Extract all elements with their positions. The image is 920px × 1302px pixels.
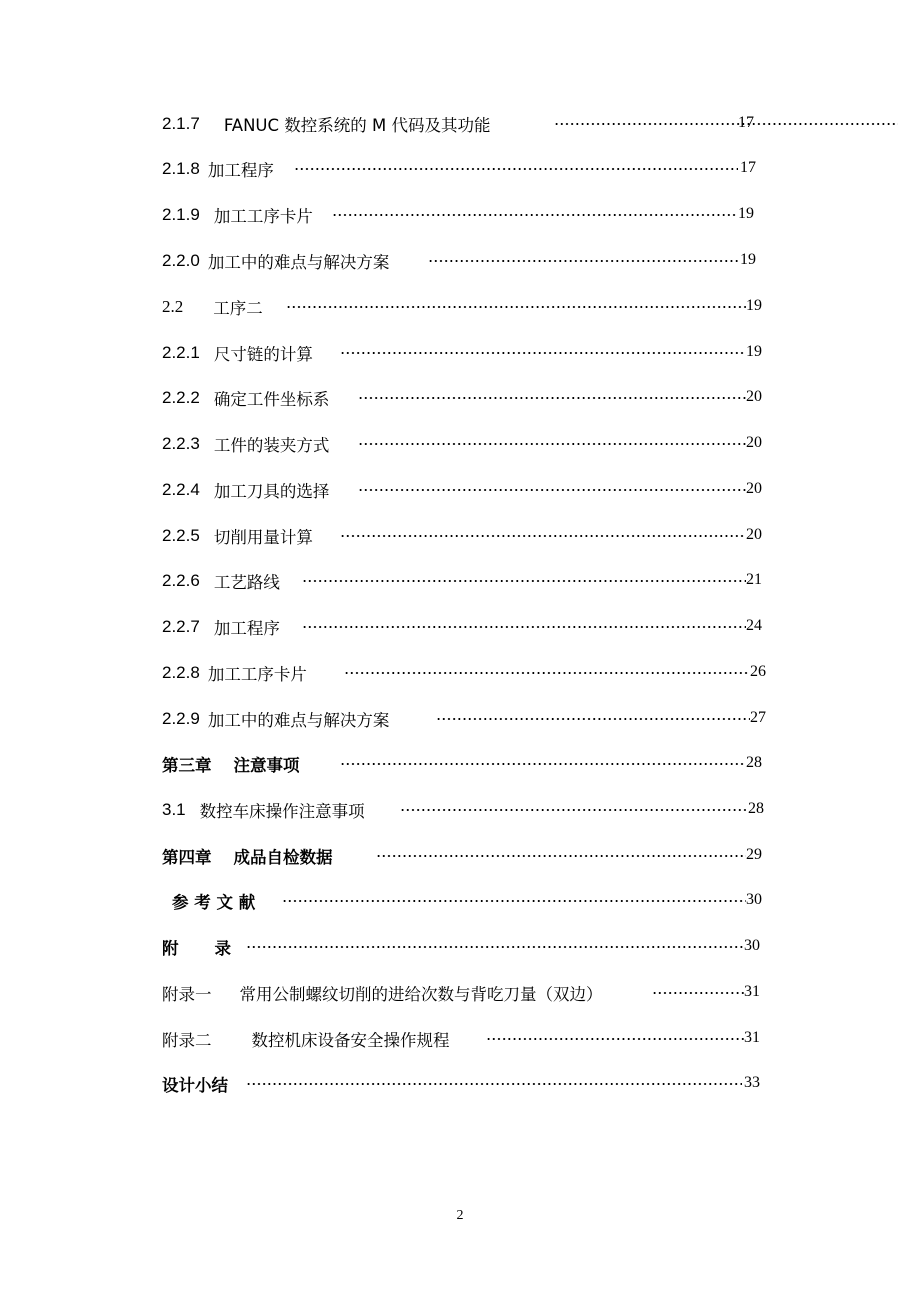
- toc-leader-dots: [358, 477, 746, 503]
- toc-entry-title: FANUC 数控系统的 M 代码及其功能: [223, 116, 491, 135]
- toc-entry-title: 数控车床操作注意事项: [199, 802, 365, 821]
- page-number: 2: [456, 1208, 464, 1223]
- toc-entry[interactable]: [162, 340, 762, 366]
- toc-entry-number: 2.1.9: [162, 205, 200, 224]
- toc-entry-page: 31: [744, 1029, 760, 1046]
- toc-leader-dots: [286, 294, 746, 320]
- toc-entry-page: 29: [746, 846, 762, 863]
- toc-entry-number: 第四章: [162, 848, 212, 867]
- toc-entry-title: 加工中的难点与解决方案: [207, 711, 390, 730]
- toc-entry[interactable]: [162, 248, 756, 274]
- toc-entry-page: 19: [740, 251, 756, 268]
- toc-entry-title: 设计小结: [162, 1076, 228, 1095]
- toc-entry-page: 31: [744, 983, 760, 1000]
- toc-entry-page: 20: [746, 388, 762, 405]
- toc-entry-title: 录: [214, 939, 231, 958]
- toc-entry-number: 2.1.7: [162, 114, 200, 133]
- toc-entry-title: 加工工序卡片: [207, 665, 307, 684]
- toc-entry-page: 30: [746, 891, 762, 908]
- toc-entry-number: 2.2.8: [162, 663, 200, 682]
- toc-leader-dots: [358, 431, 746, 457]
- toc-leader-dots: [302, 568, 746, 594]
- toc-entry-page: 33: [744, 1074, 760, 1091]
- toc-entry-page: 24: [746, 617, 762, 634]
- toc-entry-number: 3.1: [162, 800, 186, 819]
- toc-entry-number: 2.2.5: [162, 526, 200, 545]
- toc-leader-dots: [428, 248, 740, 274]
- toc-summary-entry[interactable]: [162, 1071, 760, 1097]
- toc-entry-number: 2.2.3: [162, 434, 200, 453]
- toc-entry[interactable]: [162, 614, 762, 640]
- toc-entry[interactable]: [162, 706, 766, 732]
- toc-entry[interactable]: [162, 111, 754, 137]
- toc-leader-dots: [652, 980, 744, 1006]
- toc-entry-page: 17: [740, 159, 756, 176]
- toc-leader-dots: [340, 751, 746, 777]
- toc-entry[interactable]: [162, 294, 762, 320]
- toc-entry-number: 2.2.9: [162, 709, 200, 728]
- toc-entry-title: 数控机床设备安全操作规程: [251, 1031, 450, 1050]
- toc-leader-dots: [344, 660, 750, 686]
- toc-entry-page: 17: [738, 114, 754, 131]
- toc-entry-number: 第三章: [162, 756, 212, 775]
- toc-entry[interactable]: [162, 568, 762, 594]
- toc-entry-number: 2.2.2: [162, 388, 200, 407]
- toc-entry-page: 28: [746, 754, 762, 771]
- toc-leader-dots: [486, 1026, 744, 1052]
- toc-entry-page: 30: [744, 937, 760, 954]
- toc-leader-dots: [332, 202, 738, 228]
- toc-entry-title: 加工程序: [207, 161, 274, 180]
- toc-leader-dots: [294, 156, 738, 182]
- toc-entry-title: 参 考 文 献: [172, 893, 256, 912]
- toc-leader-dots: [302, 614, 746, 640]
- toc-entry-number: 2.2.6: [162, 571, 200, 590]
- toc-entry-page: 26: [750, 663, 766, 680]
- toc-leader-dots: [436, 706, 750, 732]
- toc-entry-number: 2.1.8: [162, 159, 200, 178]
- toc-entry-title: 注意事项: [233, 756, 300, 775]
- toc-entry-page: 20: [746, 526, 762, 543]
- toc-leader-dots: [376, 843, 746, 869]
- toc-entry-number: 2.2.1: [162, 343, 200, 362]
- toc-entry-number: 附: [162, 939, 179, 958]
- toc-entry-number: 2.2.0: [162, 251, 200, 270]
- toc-entry-number: 2.2.7: [162, 617, 200, 636]
- toc-entry-title: 尺寸链的计算: [213, 345, 313, 364]
- toc-entry-title: 加工中的难点与解决方案: [207, 253, 390, 272]
- toc-leader-dots: [358, 385, 746, 411]
- toc-entry-title: 工艺路线: [213, 573, 280, 592]
- toc-entry-number: 2.2.4: [162, 480, 200, 499]
- toc-entry[interactable]: [162, 980, 760, 1006]
- toc-entry[interactable]: [162, 797, 764, 823]
- toc-leader-dots: [340, 523, 746, 549]
- toc-appendix-entry[interactable]: [162, 934, 760, 960]
- toc-entry-number: 2.2: [162, 297, 184, 316]
- toc-entry-number: 附录二: [162, 1031, 212, 1050]
- toc-entry-title: 加工刀具的选择: [213, 482, 330, 501]
- toc-chapter-entry[interactable]: [162, 751, 762, 777]
- toc-leader-dots: [282, 888, 746, 914]
- toc-leader-dots: [246, 1071, 742, 1097]
- toc-entry[interactable]: [162, 431, 762, 457]
- toc-entry-page: 20: [746, 434, 762, 451]
- toc-entry-title: 常用公制螺纹切削的进给次数与背吃刀量（双边）: [239, 985, 603, 1004]
- toc-entry-page: 27: [750, 709, 766, 726]
- toc-entry-page: 19: [738, 205, 754, 222]
- toc-entry[interactable]: [162, 1026, 760, 1052]
- toc-entry-title: 加工工序卡片: [213, 207, 313, 226]
- toc-entry-title: 确定工件坐标系: [213, 390, 330, 409]
- toc-entry[interactable]: [162, 660, 766, 686]
- toc-entry[interactable]: [162, 202, 754, 228]
- toc-entry-title: 工件的装夹方式: [213, 436, 330, 455]
- toc-entry-title: 加工程序: [213, 619, 280, 638]
- toc-leader-dots: [554, 111, 898, 137]
- toc-entry-page: 21: [746, 571, 762, 588]
- toc-entry-page: 28: [748, 800, 764, 817]
- toc-entry-title: 成品自检数据: [233, 848, 333, 867]
- toc-entry-title: 切削用量计算: [213, 528, 313, 547]
- toc-entry[interactable]: [162, 523, 762, 549]
- toc-entry[interactable]: [162, 385, 762, 411]
- toc-entry[interactable]: [162, 156, 756, 182]
- toc-entry-title: 工序二: [213, 299, 263, 318]
- toc-leader-dots: [400, 797, 746, 823]
- toc-leader-dots: [340, 340, 746, 366]
- toc-entry-page: 19: [746, 297, 762, 314]
- toc-references-entry[interactable]: [162, 888, 762, 914]
- toc-chapter-entry[interactable]: [162, 843, 762, 869]
- toc-entry[interactable]: [162, 477, 762, 503]
- toc-entry-number: 附录一: [162, 985, 212, 1004]
- toc-entry-page: 20: [746, 480, 762, 497]
- toc-entry-page: 19: [746, 343, 762, 360]
- toc-leader-dots: [246, 934, 744, 960]
